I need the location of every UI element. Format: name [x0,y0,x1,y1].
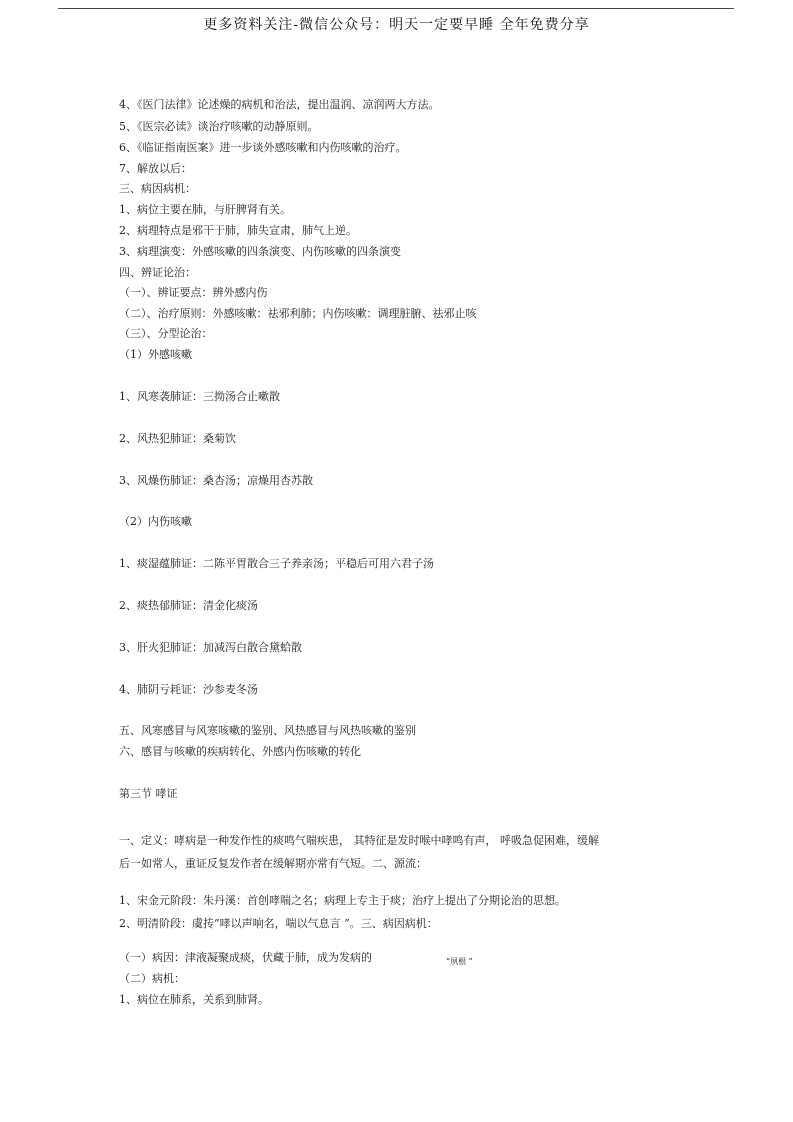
text-line: （三）、分型论治： [119,327,213,340]
chapter-heading: 第三节 哮证 [119,787,178,800]
section-heading: 三、病因病机： [119,182,196,195]
section-heading: 四、辨证论治： [119,266,196,279]
text-line: 4、肺阴亏耗证：沙参麦冬汤 [119,683,258,696]
text-line: 3、病理演变：外感咳嗽的四条演变、内伤咳嗽的四条演变 [119,245,401,258]
text-line: （二）病机： [119,972,185,985]
text-line: 后一如常人，重证反复发作者在缓解期亦常有气短。二、源流： [119,857,427,870]
text-line: 2、痰热郁肺证：清金化痰汤 [119,599,258,612]
text-line: 7、解放以后： [119,162,192,175]
text-line: 3、肝火犯肺证：加减泻白散合黛蛤散 [119,641,302,654]
text-line: （一）病因：津液凝聚成痰，伏藏于肺，成为发病的 [119,951,372,964]
text-line: 1、病位主要在肺，与肝脾肾有关。 [119,203,291,216]
section-heading: 五、风寒感冒与风寒咳嗽的鉴别、风热感冒与风热咳嗽的鉴别 [119,724,416,737]
text-line: 4、《医门法律》论述燥的病机和治法，提出温润、凉润两大方法。 [119,98,440,111]
text-line: 3、风燥伤肺证：桑杏汤；凉燥用杏苏散 [119,474,313,487]
text-line: 5、《医宗必读》谈治疗咳嗽的动静原则。 [119,120,319,133]
section-heading: 六、感冒与咳嗽的疾病转化、外感内伤咳嗽的转化 [119,745,361,758]
text-line: 6、《临证指南医案》进一步谈外感咳嗽和内伤咳嗽的治疗。 [119,141,407,154]
page-header: 更多资料关注-微信公众号：明天一定要早睡 全年免费分享 [203,17,590,33]
text-line: 2、病理特点是邪干于肺，肺失宣肃，肺气上逆。 [119,224,357,237]
text-line: （二）、治疗原则：外感咳嗽：祛邪利肺；内伤咳嗽：调理脏腑、祛邪止咳 [119,307,477,320]
text-line: 2、风热犯肺证：桑菊饮 [119,432,236,445]
text-line: 一、定义：哮病是一种发作性的痰鸣气喘疾患， 其特征是发时喉中哮鸣有声， 呼吸急促困难，缓解 [119,834,599,847]
text-line: 1、宋金元阶段：朱丹溪：首创哮喘之名；病理上专主于痰；治疗上提出了分期论治的思想。 [119,894,566,907]
subsection-heading: （1）外感咳嗽 [119,348,192,361]
text-line: 1、病位在肺系，关系到肺肾。 [119,993,269,1006]
subsection-heading: （2）内伤咳嗽 [119,515,192,528]
quoted-term: “夙根 ” [446,957,473,966]
text-line: 1、痰湿蕴肺证：二陈平胃散合三子养亲汤；平稳后可用六君子汤 [119,557,434,570]
text-line: （一）、辨证要点：辨外感内伤 [119,286,268,299]
header-rule [58,8,734,9]
text-line: 1、风寒袭肺证：三拗汤合止嗽散 [119,390,280,403]
text-line: 2、明清阶段：虞抟“哮以声响名，喘以气息言 ”。三、病因病机： [119,917,438,930]
